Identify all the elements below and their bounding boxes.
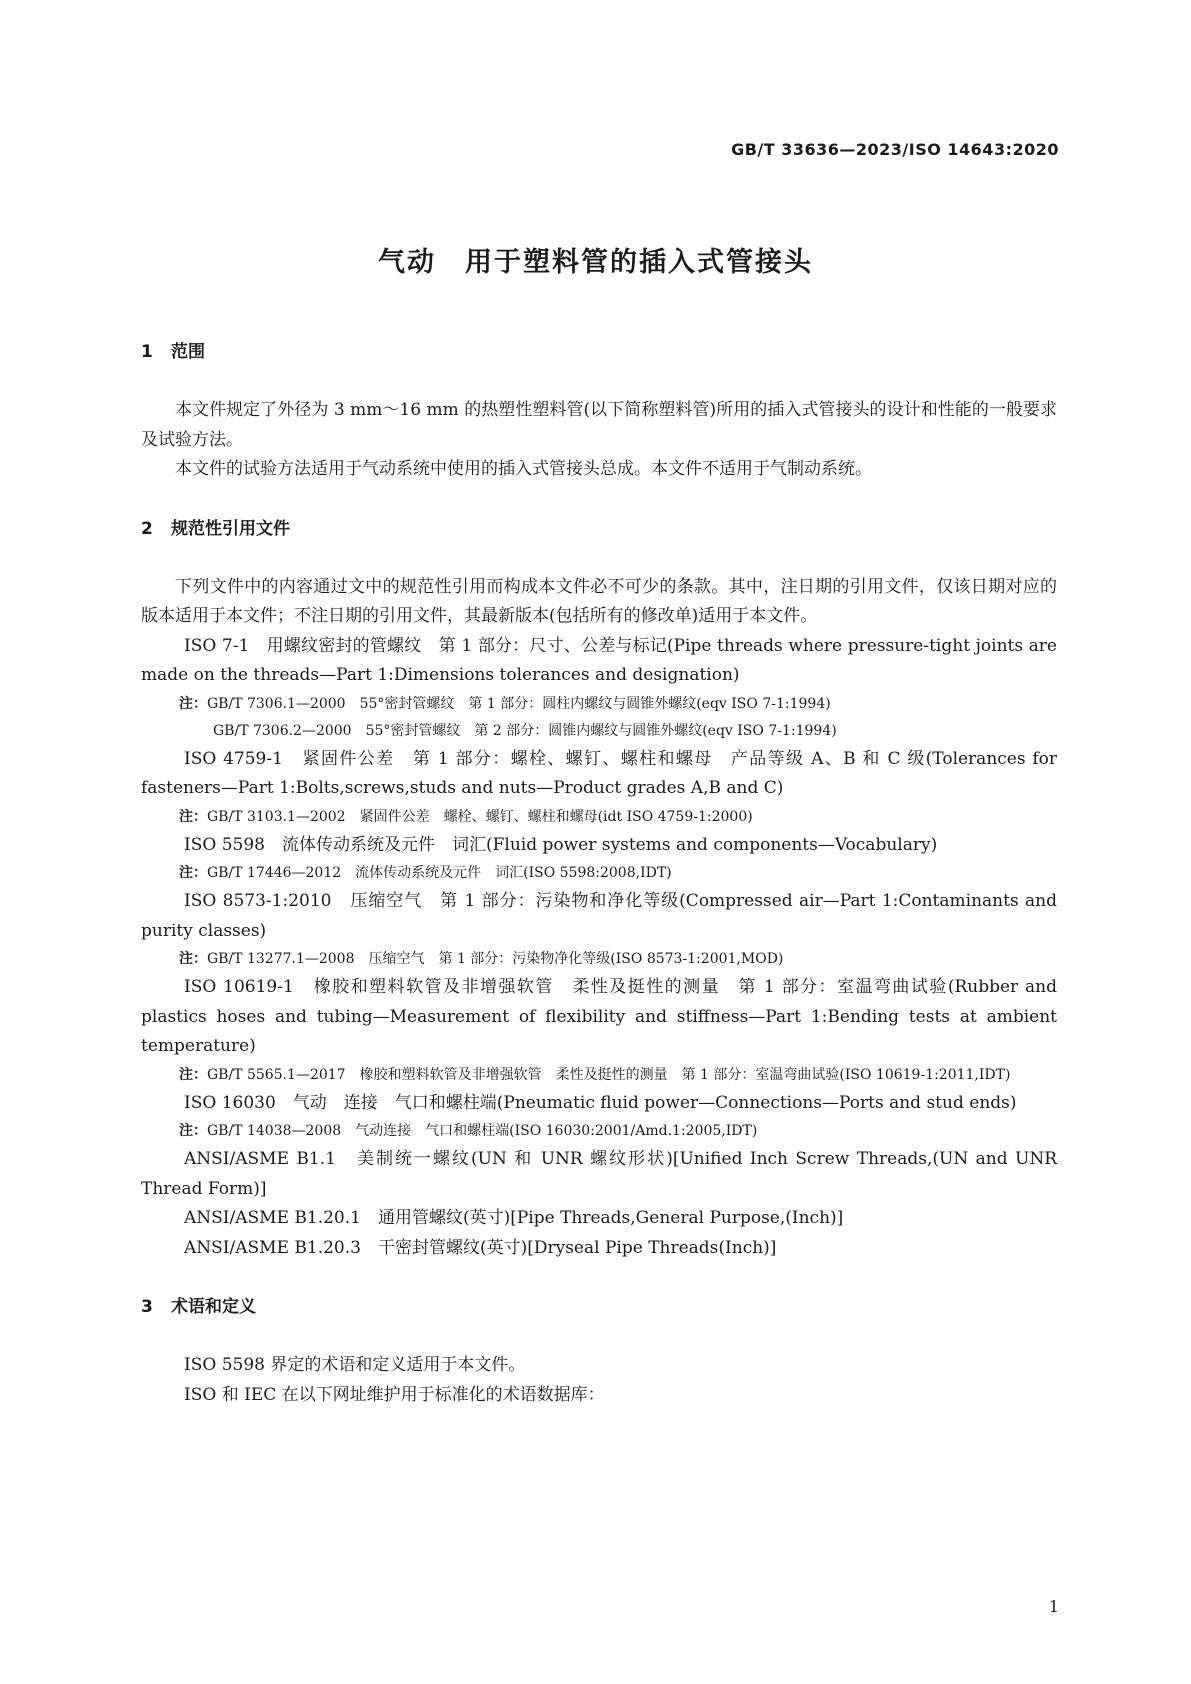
note-label: 注： bbox=[179, 695, 207, 712]
reference-item: ANSI/ASME B1.20.3 干密封管螺纹(英寸)[Dryseal Pipe Threads(Inch)] bbox=[184, 1237, 777, 1258]
reference-item: ANSI/ASME B1.1 美制统一螺纹(UN 和 UNR 螺纹形状)[Unified Inch Screw Threads,(UN and UNR Thread Form)] bbox=[141, 1149, 1057, 1199]
paragraph: ISO 5598 界定的术语和定义适用于本文件。 bbox=[184, 1355, 526, 1375]
reference-item: ISO 4759-1 紧固件公差 第 1 部分：螺栓、螺钉、螺柱和螺母 产品等级 A、B 和 C 级(Tolerances for fasteners—Part 1:Bolts,screws,studs and nuts—Product grades A,B and C) bbox=[141, 748, 1057, 798]
note-text: GB/T 17446—2012 流体传动系统及元件 词汇(ISO 5598:2008,IDT) bbox=[207, 865, 672, 881]
section-number: 2 bbox=[141, 518, 153, 539]
section-number: 1 bbox=[141, 342, 153, 362]
note-text: GB/T 7306.2—2000 55°密封管螺纹 第 2 部分：圆锥内螺纹与圆锥外螺纹(eqv ISO 7-1:1994) bbox=[213, 722, 837, 739]
section-title: 范围 bbox=[171, 342, 205, 362]
note-text: GB/T 13277.1—2008 压缩空气 第 1 部分：污染物净化等级(ISO 8573-1:2001,MOD) bbox=[207, 951, 784, 967]
reference-note bbox=[141, 1062, 1057, 1089]
note-label: 注： bbox=[179, 865, 207, 881]
document-title: 气动 用于塑料管的插入式管接头 bbox=[378, 247, 813, 278]
paragraph: ISO 和 IEC 在以下网址维护用于标准化的术语数据库： bbox=[184, 1384, 605, 1405]
reference-note bbox=[141, 804, 1057, 831]
note-text: GB/T 3103.1—2002 紧固件公差 螺栓、螺钉、螺柱和螺母(idt ISO 4759-1:2000) bbox=[207, 808, 753, 825]
reference-note bbox=[141, 691, 1057, 718]
reference-item: ISO 7-1 用螺纹密封的管螺纹 第 1 部分：尺寸、公差与标记(Pipe threads where pressure-tight joints are made on the threads—Part 1:Dimensions tolerances and designation) bbox=[141, 635, 1057, 685]
section-title: 术语和定义 bbox=[171, 1297, 256, 1317]
note-text: GB/T 5565.1—2017 橡胶和塑料软管及非增强软管 柔性及挺性的测量 第 1 部分：室温弯曲试验(ISO 10619-1:2011,IDT) bbox=[207, 1066, 1011, 1083]
note-label: 注： bbox=[179, 951, 207, 967]
section-title: 规范性引用文件 bbox=[171, 518, 290, 539]
reference-item: ISO 8573-1:2010 压缩空气 第 1 部分：污染物和净化等级(Compressed air—Part 1:Contaminants and purity classes) bbox=[141, 891, 1057, 941]
section-number: 3 bbox=[141, 1297, 153, 1317]
note-label: 注： bbox=[179, 1123, 207, 1139]
section-heading-normative-references bbox=[141, 515, 1057, 543]
reference-note bbox=[141, 860, 1057, 887]
paragraph: 本文件规定了外径为 3 mm～16 mm 的热塑性塑料管(以下简称塑料管)所用的插入式管接头的设计和性能的一般要求及试验方法。 bbox=[141, 400, 1057, 450]
reference-item: ISO 16030 气动 连接 气口和螺柱端(Pneumatic fluid power—Connections—Ports and stud ends) bbox=[184, 1092, 1017, 1113]
page-number: 1 bbox=[1048, 1597, 1059, 1616]
reference-item: ISO 5598 流体传动系统及元件 词汇(Fluid power systems and components—Vocabulary) bbox=[184, 834, 938, 855]
paragraph: 下列文件中的内容通过文中的规范性引用而构成本文件必不可少的条款。其中，注日期的引用文件，仅该日期对应的版本适用于本文件；不注日期的引用文件，其最新版本(包括所有的修改单)适用于本文件。 bbox=[141, 576, 1057, 626]
paragraph: 本文件的试验方法适用于气动系统中使用的插入式管接头总成。本文件不适用于气制动系统。 bbox=[175, 459, 872, 479]
note-text: GB/T 14038—2008 气动连接 气口和螺柱端(ISO 16030:2001/Amd.1:2005,IDT) bbox=[207, 1123, 758, 1139]
note-label: 注： bbox=[179, 1066, 207, 1083]
section-heading-terms-and-definitions bbox=[141, 1293, 1057, 1321]
reference-item: ANSI/ASME B1.20.1 通用管螺纹(英寸)[Pipe Threads,General Purpose,(Inch)] bbox=[184, 1208, 844, 1228]
note-text: GB/T 7306.1—2000 55°密封管螺纹 第 1 部分：圆柱内螺纹与圆锥外螺纹(eqv ISO 7-1:1994) bbox=[207, 695, 831, 712]
reference-note bbox=[141, 718, 1057, 745]
note-label: 注： bbox=[179, 808, 207, 825]
document-body bbox=[141, 338, 1057, 1410]
reference-note bbox=[141, 946, 1057, 973]
reference-item: ISO 10619-1 橡胶和塑料软管及非增强软管 柔性及挺性的测量 第 1 部分：室温弯曲试验(Rubber and plastics hoses and tubing—Measurement of flexibility and stiffness—Part 1:Bending tests at ambient temperature) bbox=[141, 977, 1057, 1056]
reference-note bbox=[141, 1118, 1057, 1145]
standard-number: GB/T 33636—2023/ISO 14643:2020 bbox=[731, 140, 1059, 159]
section-heading-scope bbox=[141, 338, 1057, 366]
